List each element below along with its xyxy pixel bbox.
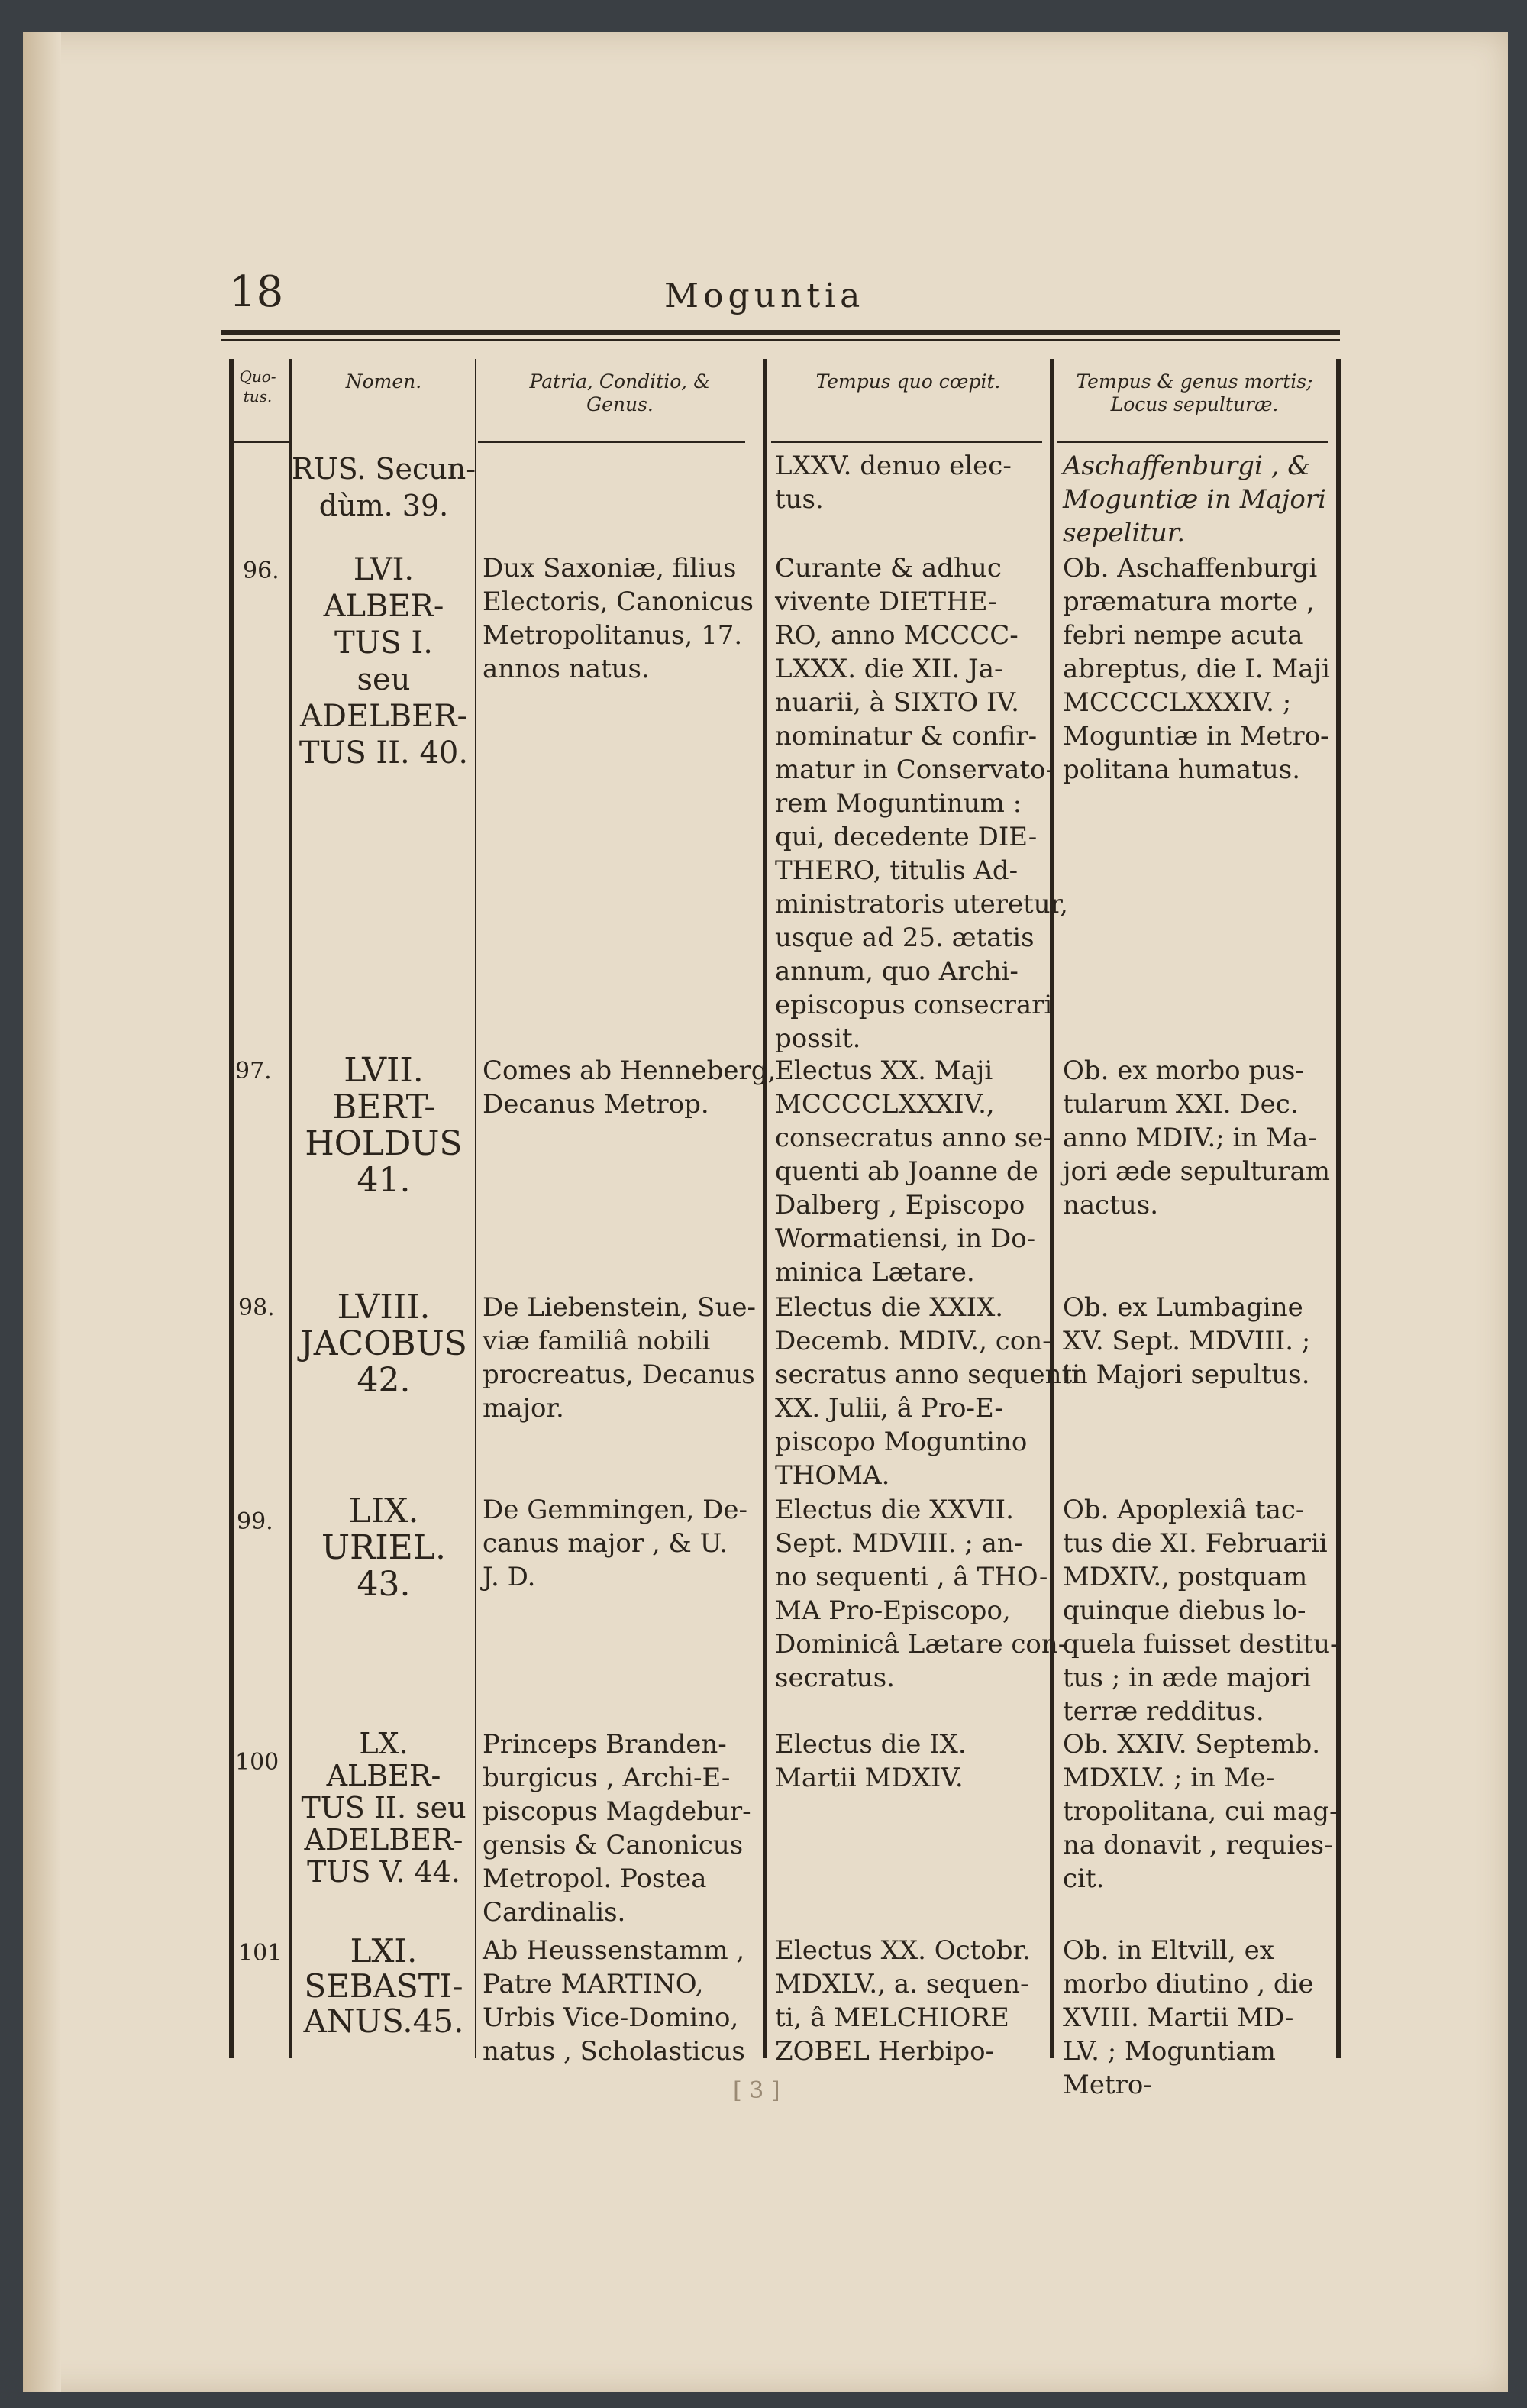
header-patria: Patria, Conditio, & Genus. — [529, 370, 711, 415]
entry-mors: Ob. ex morbo pus- tularum XXI. Dec. anno MDIV.; in Ma- jori æde sepulturam nactus. — [1063, 1055, 1331, 1220]
entry-quotus: 96. — [243, 558, 279, 584]
entry-tempus: Electus XX. Maji MCCCCLXXXIV., consecratus anno se- quenti ab Joanne de Dalberg , Episcopo Wormatiensi, in Do- minica Lætare. — [775, 1055, 1052, 1288]
entry-patria: Dux Saxoniæ, filius Electoris, Canonicus Metropolitanus, 17. annos natus. — [483, 553, 754, 684]
entry-patria: De Liebenstein, Sue- viæ familiâ nobili procreatus, Decanus major. — [483, 1292, 756, 1424]
entry-tempus: Electus die XXVII. Sept. MDVIII. ; an- no sequenti , â THO- MA Pro-Episcopo, Dominicâ Lætare con- secratus. — [775, 1495, 1067, 1693]
entry-tempus: Electus die XXIX. Decemb. MDIV., con- secratus anno sequenti XX. Julii, â Pro-E- piscopo Moguntino THOMA. — [775, 1292, 1081, 1491]
header-quotus: Quo- tus. — [239, 367, 276, 406]
entry-quotus: 100 — [235, 1749, 279, 1776]
entry-name: RUS. Secun- dùm. 39. — [291, 452, 476, 522]
entry-tempus: Electus die IX. Martii MDXIV. — [775, 1729, 967, 1793]
entry-patria: Princeps Branden- burgicus , Archi-E- piscopus Magdebur- gensis & Canonicus Metropol. Postea Cardinalis. — [483, 1729, 751, 1928]
entry-mors: Ob. ex Lumbagine XV. Sept. MDVIII. ; in Majori sepultus. — [1063, 1292, 1311, 1390]
entry-quotus: 98. — [238, 1295, 275, 1321]
entry-quotus: 101 — [238, 1940, 282, 1967]
column-rule — [229, 359, 234, 2058]
header-underline — [1057, 441, 1328, 443]
header-tempus-mortis: Tempus & genus mortis; Locus sepulturæ. — [1076, 370, 1313, 415]
entry-quotus: 99. — [237, 1508, 273, 1535]
entry-mors: Ob. XXIV. Septemb. MDXLV. ; in Me- tropolitana, cui mag- na donavit , requies- cit. — [1063, 1729, 1338, 1894]
entry-mors: Ob. in Eltvill, ex morbo diutino , die XVIII. Martii MD- LV. ; Moguntiam Metro- — [1063, 1935, 1314, 2100]
entry-name: LVIII. JACOBUS 42. — [300, 1288, 467, 1400]
entry-tempus: Curante & adhuc vivente DIETHE- RO, anno MCCCC- LXXX. die XII. Ja- nuarii, à SIXTO IV. nominatur & confir- matur in Conservato- rem Moguntinum : qui, decedente DIE- THERO, titulis Ad- ministratoris uteretur, usque ad 25. ætatis annum, quo Archi- episcopus consecrari possit. — [775, 553, 1068, 1054]
header-underline — [233, 441, 289, 443]
entry-patria: De Gemmingen, De- canus major , & U. J. D. — [483, 1495, 747, 1592]
entry-mors: Ob. Apoplexiâ tac- tus die XI. Februarii MDXIV., postquam quinque diebus lo- quela fuisset destitu- tus ; in æde majori terræ redditus. — [1063, 1495, 1339, 1727]
header-nomen: Nomen. — [345, 370, 422, 393]
entry-patria: Ab Heussenstamm , Patre MARTINO, Urbis Vice-Domino, natus , Scholasticus — [483, 1935, 745, 2067]
header-underline — [771, 441, 1042, 443]
entry-mors: Ob. Aschaffenburgi præmatura morte , febri nempe acuta abreptus, die I. Maji MCCCCLXXXIV. ; Moguntiæ in Metro- politana humatus. — [1063, 553, 1330, 785]
header-tempus-coepit: Tempus quo cœpit. — [815, 370, 1001, 393]
entry-patria: Comes ab Henneberg, Decanus Metrop. — [483, 1055, 776, 1120]
header-rule-thin — [221, 339, 1340, 341]
entry-tempus: LXXV. denuo elec- tus. — [775, 451, 1012, 515]
entry-name: LVII. BERT- HOLDUS 41. — [305, 1051, 463, 1200]
header-rule — [221, 330, 1340, 335]
entry-name: LX. ALBER- TUS II. seu ADELBER- TUS V. 44. — [301, 1727, 466, 1889]
running-head: Moguntia — [664, 276, 865, 315]
page-gutter — [23, 32, 61, 2392]
signature-mark: [ 3 ] — [733, 2077, 780, 2104]
entry-name: LIX. URIEL. 43. — [321, 1492, 446, 1604]
entry-name: LXI. SEBASTI- ANUS.45. — [303, 1932, 464, 2040]
column-rule — [764, 359, 767, 2058]
page-number: 18 — [229, 267, 284, 317]
entry-mors: Aschaffenburgi , & Moguntiæ in Majori sepelitur. — [1063, 451, 1326, 548]
entry-name: LVI. ALBER- TUS I. seu ADELBER- TUS II. 40. — [299, 552, 469, 771]
header-underline — [478, 441, 745, 443]
entry-tempus: Electus XX. Octobr. MDXLV., a. sequen- ti, â MELCHIORE ZOBEL Herbipo- — [775, 1935, 1031, 2067]
entry-quotus: 97. — [235, 1058, 272, 1084]
